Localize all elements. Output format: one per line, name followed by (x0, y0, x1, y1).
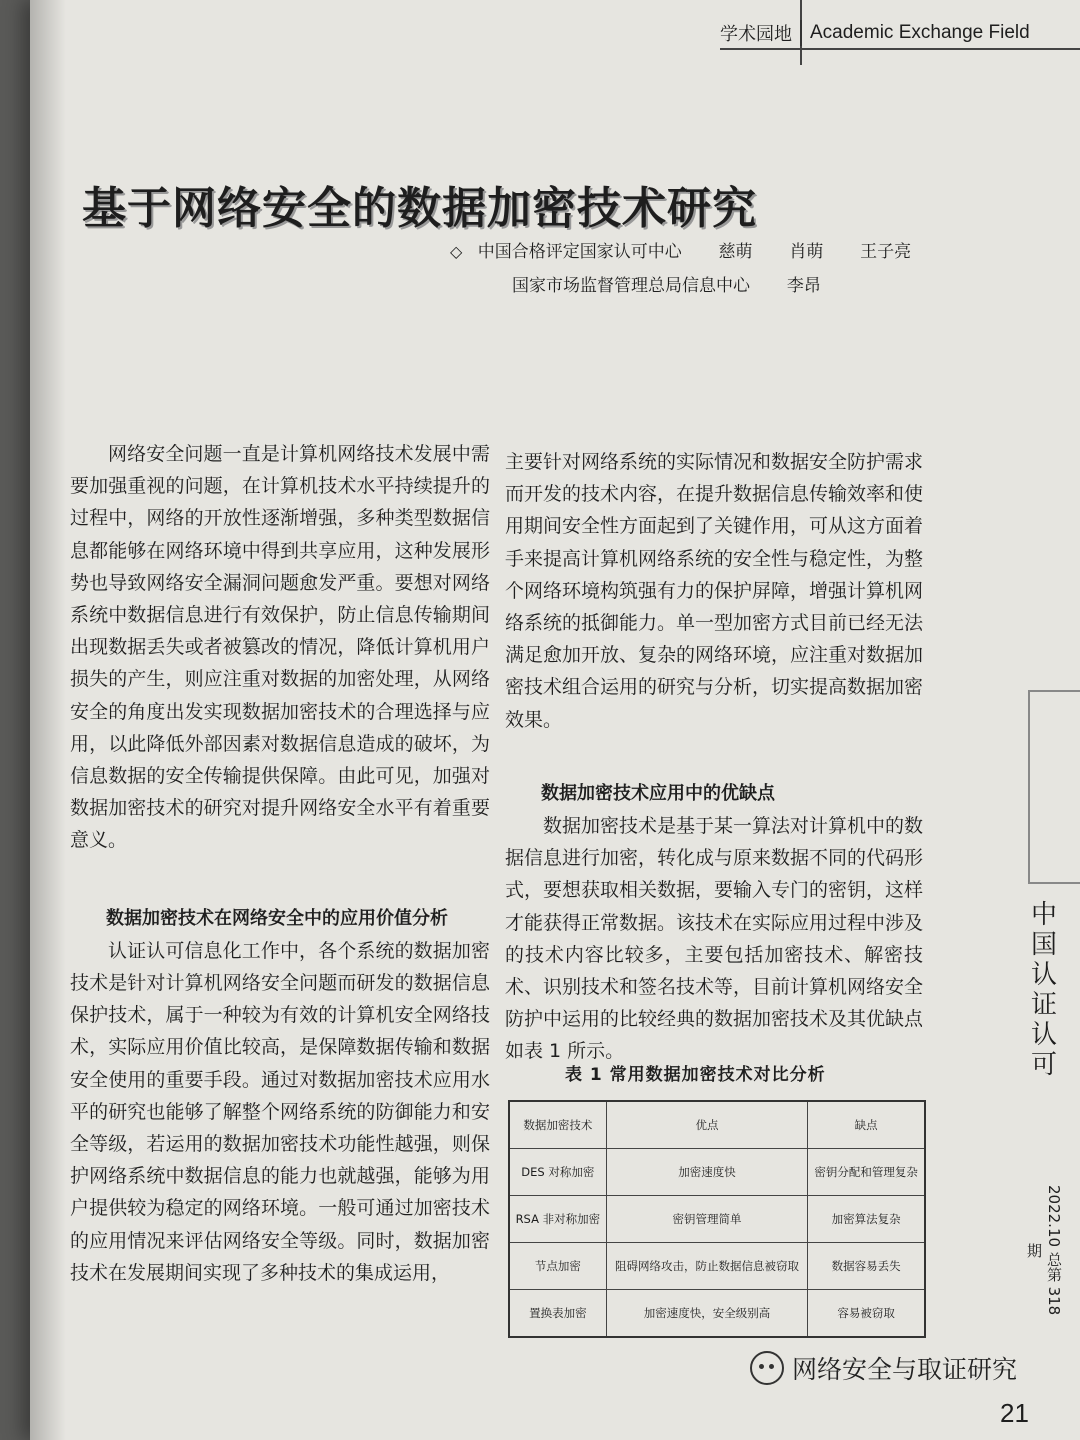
continued-paragraph: 主要针对网络系统的实际情况和数据安全防护需求而开发的技术内容，在提升数据信息传输效率和使用期间安全性方面起到了关键作用，可从这方面着手来提高计算机网络系统的安全性与稳定性，为整个网络环境构筑强有力的保护屏障，增强计算机网络系统的抵御能力。单一型加密方式目前已经无法满足愈加开放、复杂的网络环境，应注重对数据加密技术组合运用的研究与分析，切实提高数据加密效果。 (505, 451, 924, 731)
section-heading: 数据加密技术在网络安全中的应用价值分析 (106, 907, 448, 929)
header-rule (720, 48, 1080, 50)
table-header-cell: 数据加密技术 (509, 1101, 606, 1149)
table-row (509, 1290, 925, 1338)
table-cell: 阻碍网络攻击，防止数据信息被窃取 (606, 1243, 808, 1290)
table-cell: 加密速度快 (606, 1149, 808, 1196)
comparison-table (508, 1100, 926, 1338)
intro-paragraph: 网络安全问题一直是计算机网络技术发展中需要加强重视的问题，在计算机技术水平持续提升的过程中，网络的开放性逐渐增强，多种类型数据信息都能够在网络环境中得到共享应用，这种发展形势也导致网络安全漏洞问题愈发严重。要想对网络系统中数据信息进行有效保护，防止信息传输期间出现数据丢失或者被篡改的情况，降低计算机用户损失的产生，则应注重对数据的加密处理，从网络安全的角度出发实现数据加密技术的合理选择与应用，以此降低外部因素对数据信息造成的破坏，为信息数据的安全传输提供保障。由此可见，加强对数据加密技术的研究对提升网络安全水平有着重要意义。 (70, 443, 490, 852)
section-body: 数据加密技术是基于某一算法对计算机中的数据信息进行加密，转化成与原来数据不同的代码形式，要想获取相关数据，要输入专门的密钥，这样才能获得正常数据。该技术在实际应用过程中涉及的技术内容比较多，主要包括加密技术、解密技术、识别技术和签名技术等，目前计算机网络安全防护中运用的比较经典的数据加密技术及其优缺点如表 1 所示。 (505, 815, 924, 1063)
watermark-text: 网络安全与取证研究 (792, 1355, 1018, 1384)
table-cell: 密钥管理简单 (606, 1196, 808, 1243)
table-cell: 加密速度快，安全级别高 (606, 1290, 808, 1338)
author-row-1 (450, 235, 920, 269)
table-header-cell: 缺点 (808, 1101, 925, 1149)
table-cell: RSA 非对称加密 (509, 1196, 606, 1243)
section-body: 认证认可信息化工作中，各个系统的数据加密技术是针对计算机网络安全问题而研发的数据信息保护技术，属于一种较为有效的计算机安全网络技术，实际应用价值比较高，是保障数据传输和数据安全使用的重要手段。通过对数据加密技术应用水平的研究也能够了解整个网络系统的防御能力和安全等级，若运用的数据加密技术功能性越强，则保护网络系统中数据信息的能力也就越强，能够为用户提供较为稳定的网络环境。一般可通过加密技术的应用情况来评估网络安全等级。同时，数据加密技术在发展期间实现了多种技术的集成运用， (70, 939, 490, 1284)
author-row-2 (450, 269, 920, 303)
header-section-cn: 学术园地 (720, 20, 802, 46)
table-cell: 置换表加密 (509, 1290, 606, 1338)
page-binding-shadow (30, 0, 66, 1440)
author-name: 慈萌 (718, 242, 753, 262)
header-section-en: Academic Exchange Field (810, 22, 1030, 43)
author-block (450, 235, 920, 303)
journal-page (30, 0, 1080, 1440)
table-cell: 数据容易丢失 (808, 1243, 925, 1290)
wechat-icon (750, 1351, 784, 1385)
sidebar-issue: 2022.10 总第 318 期 (1025, 1184, 1063, 1316)
table-cell: 容易被窃取 (808, 1290, 925, 1338)
running-header (720, 18, 1060, 48)
author-org-2: 国家市场监督管理总局信息中心 (512, 276, 750, 296)
author-name: 李昂 (786, 276, 821, 296)
table-caption: 表 1 常用数据加密技术对比分析 (565, 1065, 826, 1085)
table-row (509, 1243, 925, 1290)
table-cell: 密钥分配和管理复杂 (808, 1149, 925, 1196)
watermark (750, 1350, 1017, 1386)
author-name: 肖萌 (789, 242, 824, 262)
right-column (505, 446, 923, 1068)
article-title: 基于网络安全的数据加密技术研究 (82, 183, 757, 234)
section-heading: 数据加密技术应用中的优缺点 (541, 782, 775, 804)
left-column (70, 438, 490, 1289)
table-header-row (509, 1101, 925, 1149)
table-header-cell: 优点 (606, 1101, 808, 1149)
sidebar-brand: 中国认证认可 (1030, 900, 1057, 1080)
diamond-icon: ◇ (450, 242, 463, 261)
table-cell: DES 对称加密 (509, 1149, 606, 1196)
table-row (509, 1196, 925, 1243)
table-cell: 节点加密 (509, 1243, 606, 1290)
author-name: 王子亮 (860, 242, 912, 262)
table-cell: 加密算法复杂 (808, 1196, 925, 1243)
page-number: 21 (1000, 1398, 1029, 1428)
author-org-1: 中国合格评定国家认可中心 (477, 242, 682, 262)
sidebar-frame (1028, 690, 1080, 884)
table-row (509, 1149, 925, 1196)
